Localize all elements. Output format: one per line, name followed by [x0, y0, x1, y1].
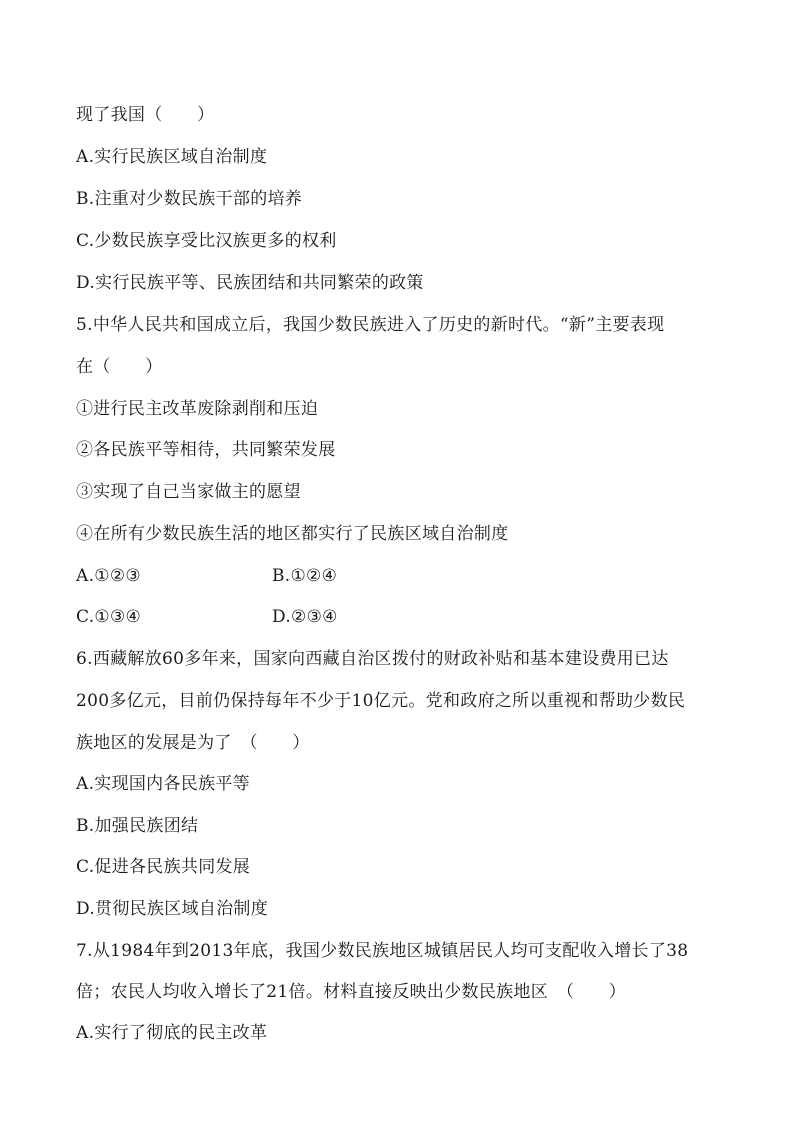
q5-stem-line-2: 在（ ） [76, 357, 163, 377]
q7-option-a: A.实行了彻底的民主改革 [76, 1023, 268, 1043]
q4-option-b: B.注重对少数民族干部的培养 [76, 189, 303, 209]
q5-option-c: C.①③④ [76, 607, 142, 627]
q5-statement-1: ①进行民主改革废除剥削和压迫 [76, 399, 319, 419]
q4-option-c: C.少数民族享受比汉族更多的权利 [76, 231, 337, 251]
q5-stem-line-1: 5.中华人民共和国成立后，我国少数民族进入了历史的新时代。“新”主要表现 [76, 315, 665, 335]
q4-stem-continuation: 现了我国（ ） [76, 105, 215, 125]
q7-stem-line-1: 7.从1984年到2013年底，我国少数民族地区城镇居民人均可支配收入增长了38 [76, 941, 689, 961]
q4-option-d: D.实行民族平等、民族团结和共同繁荣的政策 [76, 273, 424, 293]
q6-option-a: A.实现国内各民族平等 [76, 774, 250, 794]
q5-option-a: A.①②③ [76, 566, 141, 586]
q5-option-b: B.①②④ [272, 566, 338, 586]
q5-statement-2: ②各民族平等相待，共同繁荣发展 [76, 440, 336, 460]
q6-stem-line-2: 200多亿元，目前仍保持每年不少于10亿元。党和政府之所以重视和帮助少数民 [76, 691, 686, 711]
q5-statement-4: ④在所有少数民族生活的地区都实行了民族区域自治制度 [76, 524, 509, 544]
q6-stem-line-3: 族地区的发展是为了 （ ） [76, 733, 310, 753]
q7-stem-line-2: 倍；农民人均收入增长了21倍。材料直接反映出少数民族地区 （ ） [76, 982, 627, 1002]
q5-option-d: D.②③④ [272, 607, 338, 627]
q6-option-b: B.加强民族团结 [76, 816, 199, 836]
q4-option-a: A.实行民族区域自治制度 [76, 147, 268, 167]
q5-statement-3: ③实现了自己当家做主的愿望 [76, 482, 301, 502]
q6-option-c: C.促进各民族共同发展 [76, 857, 251, 877]
q6-stem-line-1: 6.西藏解放60多年来，国家向西藏自治区拨付的财政补贴和基本建设费用已达 [76, 649, 669, 669]
q6-option-d: D.贯彻民族区域自治制度 [76, 899, 269, 919]
